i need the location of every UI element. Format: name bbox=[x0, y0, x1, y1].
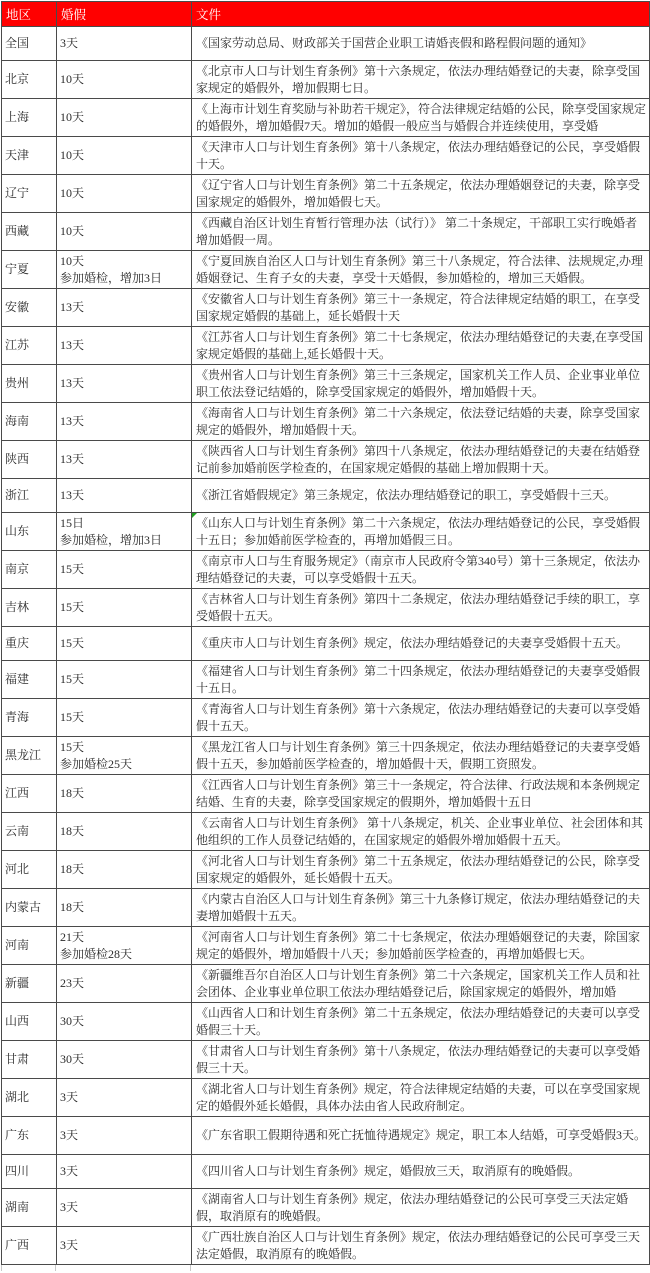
document-cell bbox=[192, 1117, 650, 1155]
leave-days-value: 15日 bbox=[60, 516, 85, 530]
leave-days-cell bbox=[57, 775, 192, 813]
table-row bbox=[2, 965, 650, 1003]
region-cell: 湖北 bbox=[2, 1079, 57, 1117]
document-text: 《山西省人口和计划生育条例》第二十五条规定，依法办理结婚登记的夫妻可以享受婚假三十天。 bbox=[196, 1006, 641, 1037]
leave-days-cell bbox=[57, 1003, 192, 1041]
region-cell: 甘肃 bbox=[2, 1041, 57, 1079]
region-cell: 天津 bbox=[2, 137, 57, 175]
table-header bbox=[2, 2, 650, 27]
leave-days-cell bbox=[57, 479, 192, 513]
document-cell bbox=[192, 513, 650, 551]
table-row bbox=[2, 737, 650, 775]
document-cell bbox=[192, 99, 650, 137]
table-row bbox=[2, 1155, 650, 1189]
document-cell bbox=[192, 61, 650, 99]
table-row bbox=[2, 213, 650, 251]
table-row bbox=[2, 441, 650, 479]
table-row bbox=[2, 1003, 650, 1041]
document-cell bbox=[192, 1155, 650, 1189]
document-cell bbox=[192, 251, 650, 289]
document-text: 《安徽省人口与计划生育条例》第三十一条规定，符合法律规定结婚的职工，在享受国家规定婚假的基础上，延长婚假十天 bbox=[196, 292, 641, 323]
document-text: 《陕西省人口与计划生育条例》第四十八条规定，依法办理结婚登记的夫妻在结婚登记前参加婚前医学检查的，在国家规定婚假的基础上增加假期十天。 bbox=[196, 444, 641, 475]
document-text: 《广西壮族自治区人口与计划生育条例》规定，依法办理结婚登记的公民可享受三天法定婚假，取消原有的晚婚假。 bbox=[196, 1230, 641, 1261]
leave-days-value: 15天 bbox=[60, 710, 85, 725]
table-row bbox=[2, 627, 650, 661]
table-row bbox=[2, 699, 650, 737]
table-row bbox=[2, 1189, 650, 1227]
region-cell: 四川 bbox=[2, 1155, 57, 1189]
leave-days-cell bbox=[57, 965, 192, 1003]
table-row bbox=[2, 927, 650, 965]
region-cell: 湖南 bbox=[2, 1189, 57, 1227]
region-cell: 吉林 bbox=[2, 589, 57, 627]
document-cell bbox=[192, 1227, 650, 1265]
document-text: 《天津市人口与计划生育条例》第十八条规定，依法办理结婚登记的公民，享受婚假十天。 bbox=[196, 140, 641, 171]
table-row bbox=[2, 1079, 650, 1117]
leave-days-cell bbox=[57, 137, 192, 175]
leave-days-value: 21天 bbox=[60, 930, 85, 944]
region-cell: 海南 bbox=[2, 403, 57, 441]
document-text: 《甘肃省人口与计划生育条例》第十八条规定，依法办理结婚登记的夫妻可以享受婚假三十天。 bbox=[196, 1044, 641, 1075]
document-cell bbox=[192, 889, 650, 927]
leave-days-cell bbox=[57, 737, 192, 775]
document-cell bbox=[192, 1079, 650, 1117]
header-cell-doc: 文件 bbox=[192, 2, 650, 27]
document-cell bbox=[192, 1189, 650, 1227]
document-cell bbox=[192, 661, 650, 699]
leave-days-value: 3天 bbox=[60, 1090, 79, 1105]
region-cell: 宁夏 bbox=[2, 251, 57, 289]
leave-days-cell bbox=[57, 27, 192, 61]
document-cell bbox=[192, 289, 650, 327]
leave-days-value: 13天 bbox=[60, 376, 85, 391]
leave-days-cell bbox=[57, 365, 192, 403]
document-text: 《河南省人口与计划生育条例》第二十七条规定，依法办理婚姻登记的夫妻，除国家规定的婚假外，增加婚假十八天；参加婚前医学检查的，再增加婚假七天。 bbox=[196, 930, 641, 961]
document-cell bbox=[192, 699, 650, 737]
region-cell: 上海 bbox=[2, 99, 57, 137]
table-row bbox=[2, 1041, 650, 1079]
leave-days-cell bbox=[57, 1041, 192, 1079]
leave-days-cell bbox=[57, 289, 192, 327]
leave-days-value: 18天 bbox=[60, 786, 85, 801]
leave-days-value: 10天 bbox=[60, 148, 85, 163]
table-row bbox=[2, 327, 650, 365]
cell-comment-marker-icon bbox=[192, 513, 197, 518]
table-row bbox=[2, 589, 650, 627]
leave-days-value: 15天 bbox=[60, 672, 85, 687]
leave-days-cell bbox=[57, 1227, 192, 1265]
table-body bbox=[2, 27, 650, 1265]
document-text: 《重庆市人口与计划生育条例》规定，依法办理结婚登记的夫妻享受婚假十五天。 bbox=[196, 636, 629, 651]
document-cell bbox=[192, 175, 650, 213]
leave-days-cell bbox=[57, 403, 192, 441]
region-cell: 江西 bbox=[2, 775, 57, 813]
table-row bbox=[2, 289, 650, 327]
region-cell: 青海 bbox=[2, 699, 57, 737]
document-text: 《吉林省人口与计划生育条例》第四十二条规定，依法办理结婚登记手续的职工，享受婚假十五天。 bbox=[196, 592, 641, 623]
leave-days-value: 18天 bbox=[60, 824, 85, 839]
table-row bbox=[2, 513, 650, 551]
region-cell: 全国 bbox=[2, 27, 57, 61]
leave-days-value: 15天 bbox=[60, 600, 85, 615]
header-cell-leave: 婚假 bbox=[57, 2, 192, 27]
leave-days-cell bbox=[57, 213, 192, 251]
document-cell bbox=[192, 813, 650, 851]
header-cell-region: 地区 bbox=[2, 2, 57, 27]
leave-days-cell bbox=[57, 61, 192, 99]
region-cell: 山西 bbox=[2, 1003, 57, 1041]
leave-days-extra: 参加婚检25天 bbox=[60, 756, 133, 771]
leave-days-value: 30天 bbox=[60, 1014, 85, 1029]
document-text: 《河北省人口与计划生育条例》第二十五条规定，依法办理结婚登记的公民，除享受国家规定的婚假外，延长婚假十五天。 bbox=[196, 854, 641, 885]
leave-days-cell bbox=[57, 513, 192, 551]
document-cell bbox=[192, 551, 650, 589]
document-cell bbox=[192, 775, 650, 813]
region-cell: 新疆 bbox=[2, 965, 57, 1003]
leave-days-value: 13天 bbox=[60, 414, 85, 429]
region-cell: 河北 bbox=[2, 851, 57, 889]
region-cell: 黑龙江 bbox=[2, 737, 57, 775]
region-cell: 福建 bbox=[2, 661, 57, 699]
document-text: 《内蒙古自治区人口与计划生育条例》第三十九条修订规定，依法办理结婚登记的夫妻增加婚假十五天。 bbox=[196, 892, 641, 923]
leave-days-value: 23天 bbox=[60, 976, 85, 991]
document-text: 《山东人口与计划生育条例》第二十六条规定，依法办理结婚登记的公民，享受婚假十五日；参加婚前医学检查的，再增加婚假三日。 bbox=[196, 516, 641, 547]
document-text: 《国家劳动总局、财政部关于国营企业职工请婚丧假和路程假问题的通知》 bbox=[196, 36, 593, 51]
table-row bbox=[2, 99, 650, 137]
leave-days-cell bbox=[57, 1189, 192, 1227]
marriage-leave-table-page bbox=[0, 1, 650, 1261]
leave-days-value: 18天 bbox=[60, 862, 85, 877]
region-cell: 西藏 bbox=[2, 213, 57, 251]
table-row bbox=[2, 1227, 650, 1265]
leave-days-cell bbox=[57, 551, 192, 589]
document-cell bbox=[192, 927, 650, 965]
document-text: 《广东省职工假期待遇和死亡抚恤待遇规定》规定，职工本人结婚，可享受婚假3天。 bbox=[196, 1128, 647, 1143]
table-row bbox=[2, 851, 650, 889]
region-cell: 南京 bbox=[2, 551, 57, 589]
document-cell bbox=[192, 479, 650, 513]
leave-days-cell bbox=[57, 1117, 192, 1155]
table-row bbox=[2, 403, 650, 441]
leave-days-cell bbox=[57, 851, 192, 889]
region-cell: 广西 bbox=[2, 1227, 57, 1265]
document-text: 《四川省人口与计划生育条例》规定，婚假放三天，取消原有的晚婚假。 bbox=[196, 1164, 581, 1179]
leave-days-value: 15天 bbox=[60, 740, 85, 754]
leave-days-value: 3天 bbox=[60, 36, 79, 51]
leave-days-value: 10天 bbox=[60, 186, 85, 201]
leave-days-cell bbox=[57, 589, 192, 627]
leave-days-cell bbox=[57, 627, 192, 661]
document-text: 《湖北省人口与计划生育条例》规定，符合法律规定结婚的夫妻，可以在享受国家规定的婚假外延长婚假，具体办法由省人民政府制定。 bbox=[196, 1082, 641, 1113]
region-cell: 重庆 bbox=[2, 627, 57, 661]
leave-days-cell bbox=[57, 1079, 192, 1117]
document-cell bbox=[192, 365, 650, 403]
leave-days-extra: 参加婚检28天 bbox=[60, 946, 133, 961]
document-text: 《南京市人口与生育服务规定》（南京市人民政府令第340号）第十三条规定，依法办理结婚登记的夫妻，可以享受婚假十五天。 bbox=[196, 554, 641, 585]
leave-days-cell bbox=[57, 251, 192, 289]
leave-days-value: 13天 bbox=[60, 300, 85, 315]
leave-days-extra: 参加婚检，增加3日 bbox=[60, 532, 163, 547]
document-text: 《贵州省人口与计划生育条例》第三十三条规定，国家机关工作人员、企业事业单位职工依法登记结婚的，除享受国家规定的婚假外，增加婚假十天。 bbox=[196, 368, 641, 399]
document-text: 《江苏省人口与计划生育条例》第二十七条规定，依法办理结婚登记的夫妻,在享受国家规定婚假的基础上,延长婚假十天。 bbox=[196, 330, 644, 361]
leave-days-cell bbox=[57, 1155, 192, 1189]
table-row bbox=[2, 551, 650, 589]
document-text: 《湖南省人口与计划生育条例》规定，依法办理结婚登记的公民可享受三天法定婚假，取消原有的晚婚假。 bbox=[196, 1192, 629, 1223]
leave-days-value: 3天 bbox=[60, 1164, 79, 1179]
document-cell bbox=[192, 213, 650, 251]
leave-days-value: 3天 bbox=[60, 1200, 79, 1215]
region-cell: 内蒙古 bbox=[2, 889, 57, 927]
document-text: 《宁夏回族自治区人口与计划生育条例》第三十八条规定，符合法律、法规规定,办理婚姻登记、生育子女的夫妻，享受十天婚假，参加婚检的，增加三天婚假。 bbox=[196, 254, 644, 285]
table-row bbox=[2, 661, 650, 699]
leave-days-value: 15天 bbox=[60, 636, 85, 651]
table-row bbox=[2, 27, 650, 61]
document-cell bbox=[192, 1003, 650, 1041]
document-text: 《黑龙江省人口与计划生育条例》第三十四条规定，依法办理结婚登记的夫妻享受婚假十五天，参加婚前医学检查的，增加婚假十天，假期工资照发。 bbox=[196, 740, 641, 771]
leave-days-cell bbox=[57, 813, 192, 851]
table-row bbox=[2, 1117, 650, 1155]
region-cell: 山东 bbox=[2, 513, 57, 551]
leave-days-cell bbox=[57, 927, 192, 965]
region-cell: 辽宁 bbox=[2, 175, 57, 213]
region-cell: 江苏 bbox=[2, 327, 57, 365]
marriage-leave-table bbox=[1, 1, 650, 1265]
leave-days-value: 13天 bbox=[60, 452, 85, 467]
document-cell bbox=[192, 137, 650, 175]
leave-days-value: 10天 bbox=[60, 224, 85, 239]
document-cell bbox=[192, 327, 650, 365]
document-cell bbox=[192, 737, 650, 775]
leave-days-cell bbox=[57, 99, 192, 137]
leave-days-value: 15天 bbox=[60, 562, 85, 577]
region-cell: 北京 bbox=[2, 61, 57, 99]
document-text: 《新疆维吾尔自治区人口与计划生育条例》第二十六条规定，国家机关工作人员和社会团体、企业事业单位职工依法办理结婚登记后，除国家规定的婚假外，增加婚 bbox=[196, 968, 641, 999]
leave-days-value: 13天 bbox=[60, 488, 85, 503]
table-row bbox=[2, 175, 650, 213]
table-row bbox=[2, 813, 650, 851]
document-cell bbox=[192, 851, 650, 889]
region-cell: 贵州 bbox=[2, 365, 57, 403]
leave-days-value: 18天 bbox=[60, 900, 85, 915]
table-row bbox=[2, 61, 650, 99]
leave-days-cell bbox=[57, 175, 192, 213]
document-cell bbox=[192, 965, 650, 1003]
table-row bbox=[2, 251, 650, 289]
leave-days-value: 10天 bbox=[60, 254, 85, 268]
leave-days-cell bbox=[57, 699, 192, 737]
document-cell bbox=[192, 441, 650, 479]
table-row bbox=[2, 775, 650, 813]
leave-days-cell bbox=[57, 889, 192, 927]
document-text: 《云南省人口与计划生育条例》 第十八条规定，机关、企业事业单位、社会团体和其他组织的工作人员登记结婚的，在国家规定的婚假外增加婚假十五天。 bbox=[196, 816, 644, 847]
document-cell bbox=[192, 1041, 650, 1079]
document-text: 《青海省人口与计划生育条例》第十六条规定，依法办理结婚登记的夫妻可以享受婚假十五天。 bbox=[196, 702, 641, 733]
document-cell bbox=[192, 589, 650, 627]
document-text: 《福建省人口与计划生育条例》第二十四条规定，依法办理结婚登记的夫妻享受婚假十五日。 bbox=[196, 664, 641, 695]
leave-days-value: 10天 bbox=[60, 110, 85, 125]
leave-days-value: 3天 bbox=[60, 1238, 79, 1253]
region-cell: 安徽 bbox=[2, 289, 57, 327]
table-row bbox=[2, 137, 650, 175]
leave-days-value: 3天 bbox=[60, 1128, 79, 1143]
region-cell: 浙江 bbox=[2, 479, 57, 513]
document-text: 《北京市人口与计划生育条例》第十六条规定，依法办理结婚登记的夫妻，除享受国家规定的婚假外，增加假期七日。 bbox=[196, 64, 641, 95]
region-cell: 陕西 bbox=[2, 441, 57, 479]
document-cell bbox=[192, 403, 650, 441]
leave-days-value: 13天 bbox=[60, 338, 85, 353]
leave-days-value: 10天 bbox=[60, 72, 85, 87]
document-text: 《上海市计划生育奖励与补助若干规定》，符合法律规定结婚的公民，除享受国家规定的婚假外，增加婚假7天。增加的婚假一般应当与婚假合并连续使用，享受婚 bbox=[196, 102, 647, 133]
document-text: 《江西省人口与计划生育条例》第三十一条规定，符合法律、行政法规和本条例规定结婚、生育的夫妻，除享受国家规定的假期外，增加婚假十五日 bbox=[196, 778, 641, 809]
region-cell: 云南 bbox=[2, 813, 57, 851]
region-cell: 河南 bbox=[2, 927, 57, 965]
table-row bbox=[2, 889, 650, 927]
leave-days-extra: 参加婚检，增加3日 bbox=[60, 270, 163, 285]
header-row bbox=[2, 2, 650, 27]
document-cell bbox=[192, 627, 650, 661]
document-text: 《海南省人口与计划生育条例》第二十六条规定，依法登记结婚的夫妻，除享受国家规定的婚假外，增加婚假十天。 bbox=[196, 406, 641, 437]
region-cell: 广东 bbox=[2, 1117, 57, 1155]
table-row bbox=[2, 365, 650, 403]
document-text: 《西藏自治区计划生育暂行管理办法（试行）》 第二十条规定，干部职工实行晚婚者增加婚假一周。 bbox=[196, 216, 638, 247]
document-text: 《辽宁省人口与计划生育条例》第二十五条规定，依法办理婚姻登记的夫妻，除享受国家规定的婚假外，增加婚假七天。 bbox=[196, 178, 641, 209]
gridline-stubs bbox=[0, 1265, 650, 1273]
leave-days-cell bbox=[57, 441, 192, 479]
leave-days-cell bbox=[57, 327, 192, 365]
leave-days-cell bbox=[57, 661, 192, 699]
table-row bbox=[2, 479, 650, 513]
document-text: 《浙江省婚假规定》第三条规定，依法办理结婚登记的职工，享受婚假十三天。 bbox=[196, 488, 617, 503]
document-cell bbox=[192, 27, 650, 61]
leave-days-value: 30天 bbox=[60, 1052, 85, 1067]
